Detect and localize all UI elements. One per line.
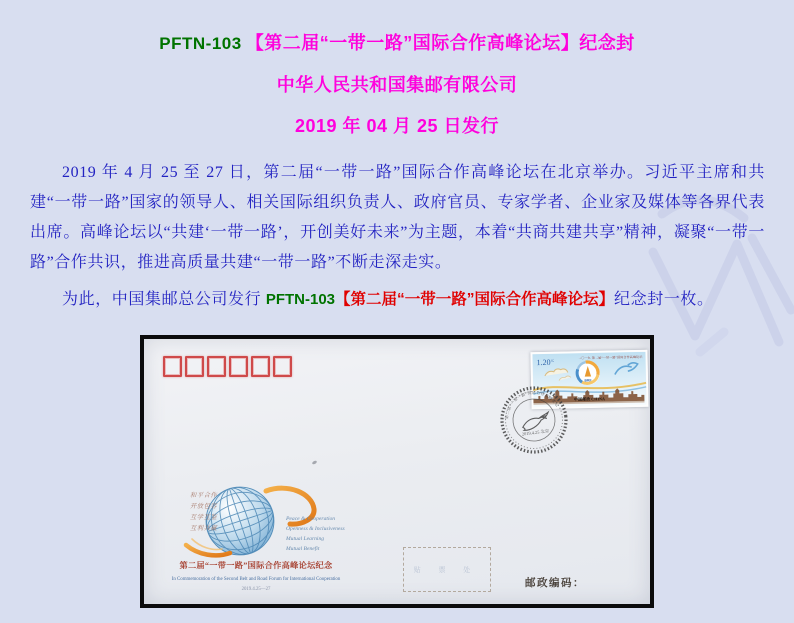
svg-text:Mutual Benefit: Mutual Benefit: [286, 546, 320, 552]
issue-catalog-code: PFTN-103: [265, 291, 335, 308]
page-title: 【第二届“一带一路”国际合作高峰论坛】纪念封: [245, 33, 635, 53]
postal-code-box: [185, 356, 204, 377]
stamp-placement-box-label: 贴 票 处: [413, 566, 479, 574]
issue-title-highlight: 【第二届“一带一路”国际合作高峰论坛】: [335, 291, 615, 308]
postmark-date: 2019.4.25 北京: [521, 428, 550, 437]
postal-code-box: [229, 356, 248, 377]
title-line: [0, 32, 794, 55]
postmark: [494, 380, 574, 460]
dust-speck: [312, 460, 318, 465]
svg-text:Peace & Cooperation: Peace & Cooperation: [286, 516, 336, 522]
catalog-code: PFTN-103: [159, 34, 242, 53]
envelope-caption-en: In Commemoration of the Second Belt and Road Forum for International Cooperation: [171, 577, 341, 582]
svg-text:开放包容: 开放包容: [190, 503, 218, 510]
publisher-line: 中华人民共和国集邮有限公司: [276, 75, 518, 95]
svg-text:和平合作: 和平合作: [190, 492, 218, 499]
postal-code-box: [163, 356, 182, 377]
globe-logo: [170, 475, 320, 563]
stamp-emblem-label: BRF: [584, 378, 592, 383]
postal-code-box: [273, 356, 292, 377]
issue-paragraph-prefix: 为此，中国集邮总公司发行: [62, 291, 266, 308]
envelope-caption-date: 2019.4.25—27: [241, 587, 271, 592]
envelope-caption-cn: 第二届“一带一路”国际合作高峰论坛纪念: [179, 561, 333, 570]
envelope-photo: [140, 335, 654, 608]
intro-paragraph: 2019 年 4 月 25 至 27 日，第二届“一带一路”国际合作高峰论坛在北京举办。习近平主席和共建“一带一路”国家的领导人、相关国际组织负责人、政府官员、专家学者、企业家及媒体等各界代表出席。高峰论坛以“共建‘一带一路’，开创美好未来”为主题，本着“共商共建共享”精神，凝聚“一带一路”合作共识，推进高质量共建“一带一路”不断走深走实。: [30, 164, 765, 271]
stamp-placement-box: [403, 547, 491, 592]
issue-paragraph: [30, 285, 765, 315]
issue-date-line: 2019 年 04 月 25 日发行: [294, 116, 500, 136]
postmark-arc-text: 第二届“一带一路”国际合作高峰论坛: [504, 390, 560, 420]
postal-code-boxes: [163, 356, 292, 377]
postcode-label: 邮政编码：: [525, 578, 585, 589]
stamp-post-text: 中国邮政 CHINA: [573, 396, 605, 402]
svg-text:互利共赢: 互利共赢: [190, 525, 218, 532]
svg-text:互学互鉴: 互学互鉴: [190, 514, 218, 521]
postal-code-box: [207, 356, 226, 377]
svg-text:Mutual Learning: Mutual Learning: [286, 536, 325, 542]
postal-code-box: [251, 356, 270, 377]
svg-text:Openness & Inclusiveness: Openness & Inclusiveness: [286, 526, 345, 532]
stamp-series-text: 二〇一九 第二届“一带一路”国际合作高峰论坛: [577, 354, 643, 361]
issue-paragraph-suffix: 纪念封一枚。: [614, 291, 714, 308]
stamp-denomination: $1.20^元$: [536, 357, 555, 368]
